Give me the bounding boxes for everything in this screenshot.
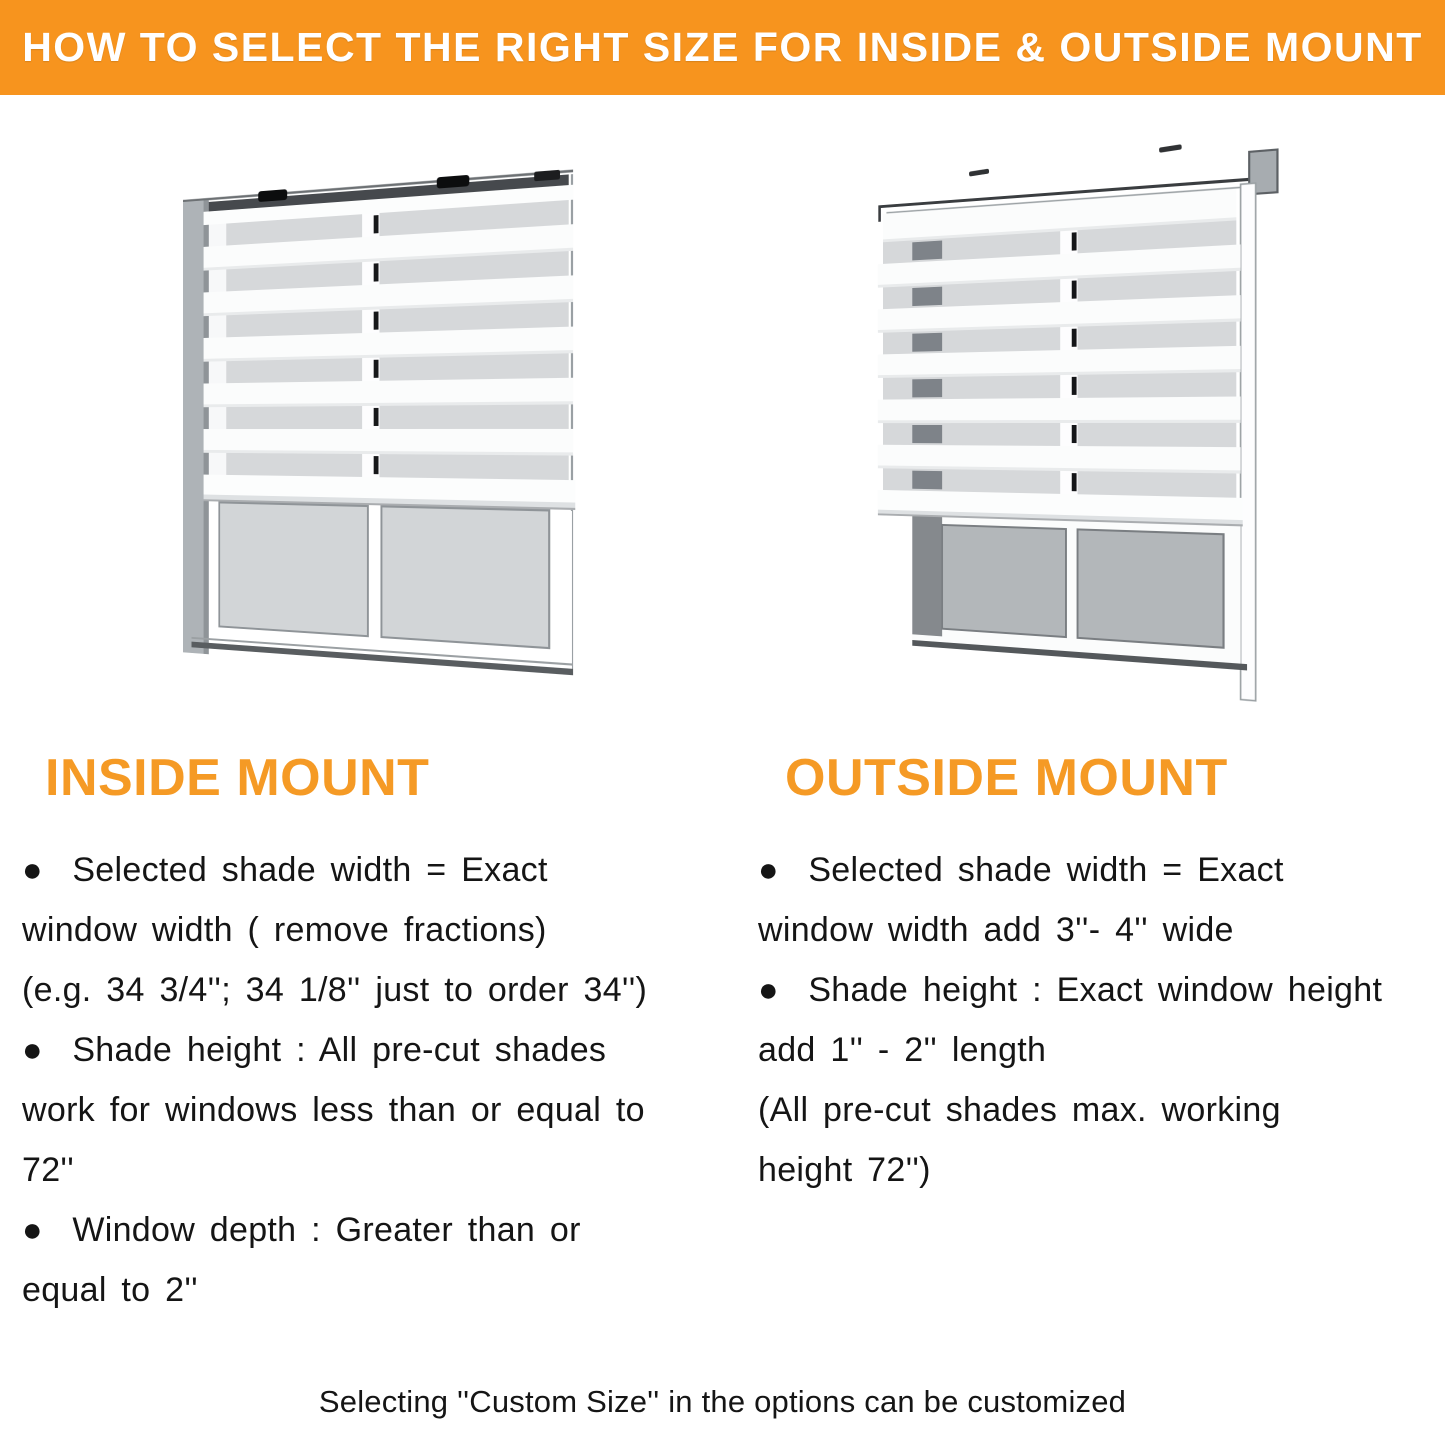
inside-mount-figure <box>150 150 580 710</box>
inside-mount-heading: INSIDE MOUNT <box>45 749 430 807</box>
note-line: ● Window depth : Greater than or <box>22 1210 581 1249</box>
outside-mount-heading: OUTSIDE MOUNT <box>785 749 1228 807</box>
note-line: work for windows less than or equal to <box>22 1090 645 1129</box>
note-line: 72'' <box>22 1150 75 1189</box>
note-line: height 72'') <box>758 1150 931 1189</box>
custom-size-note: Selecting ''Custom Size'' in the options can be customized <box>318 1384 1127 1419</box>
note-line: (e.g. 34 3/4''; 34 1/8'' just to order 34'') <box>22 970 648 1009</box>
page-header <box>0 0 1445 95</box>
inside-mount-window-illustration-icon <box>171 130 586 729</box>
inside-mount-notes <box>22 840 722 1320</box>
note-line: (All pre-cut shades max. working <box>758 1090 1281 1129</box>
note-line: ● Shade height : Exact window height <box>758 970 1383 1009</box>
note-line: window width add 3''- 4'' wide <box>758 910 1234 949</box>
outside-mount-notes <box>758 840 1445 1200</box>
outside-mount-window-illustration-icon <box>871 125 1286 724</box>
note-line: ● Shade height : All pre-cut shades <box>22 1030 607 1069</box>
note-line: ● Selected shade width = Exact <box>22 850 548 889</box>
note-line: add 1'' - 2'' length <box>758 1030 1047 1069</box>
outside-mount-figure <box>850 145 1280 705</box>
page-title: HOW TO SELECT THE RIGHT SIZE FOR INSIDE & OUTSIDE MOUNT <box>22 24 1423 70</box>
note-line: ● Selected shade width = Exact <box>758 850 1284 889</box>
note-line: equal to 2'' <box>22 1270 198 1309</box>
note-line: window width ( remove fractions) <box>22 910 547 949</box>
